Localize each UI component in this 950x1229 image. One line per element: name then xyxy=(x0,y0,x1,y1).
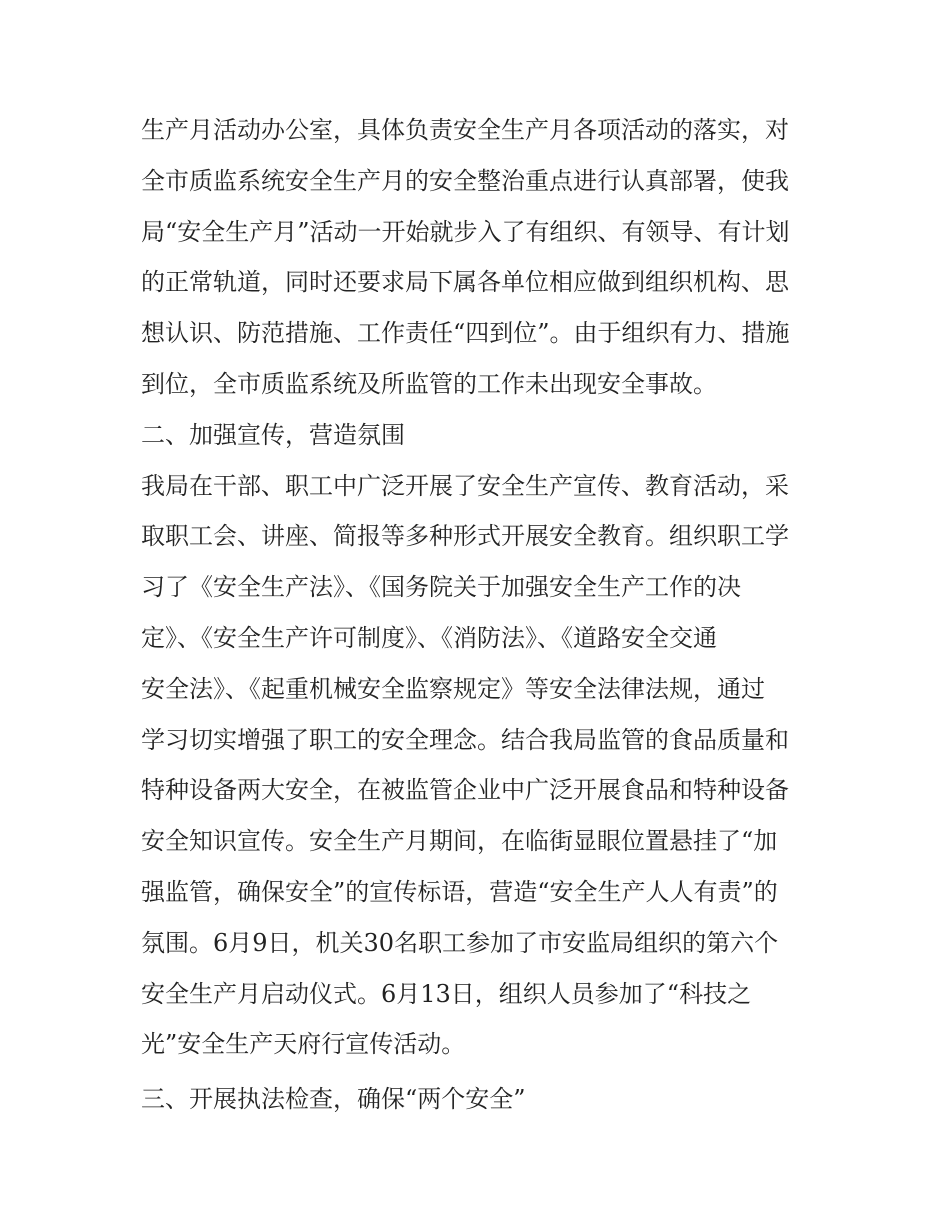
paragraph-line: 安全生产月启动仪式。6月13日，组织人员参加了“科技之 xyxy=(141,979,752,1008)
section-heading: 二、加强宣传，营造氛围 xyxy=(141,420,405,449)
paragraph-line: 氛围。6月9日，机关30名职工参加了市安监局组织的第六个 xyxy=(141,928,779,957)
paragraph-line: 光”安全生产天府行宣传活动。 xyxy=(141,1030,466,1059)
paragraph-line: 到位，全市质监系统及所监管的工作未出现安全事故。 xyxy=(141,369,717,398)
paragraph-line: 强监管，确保安全”的宣传标语，营造“安全生产人人有责”的 xyxy=(141,877,778,906)
paragraph-line: 的正常轨道，同时还要求局下属各单位相应做到组织机构、思 xyxy=(141,268,789,297)
paragraph-line: 学习切实增强了职工的安全理念。结合我局监管的食品质量和 xyxy=(141,725,789,754)
document-body xyxy=(141,113,821,1133)
paragraph-line: 取职工会、讲座、简报等多种形式开展安全教育。组织职工学 xyxy=(141,522,789,551)
paragraph-line: 特种设备两大安全，在被监管企业中广泛开展食品和特种设备 xyxy=(141,776,789,805)
paragraph-line: 定》、《安全生产许可制度》、《消防法》、《道路安全交通 xyxy=(141,623,717,652)
paragraph-line: 全市质监系统安全生产月的安全整治重点进行认真部署，使我 xyxy=(141,166,789,195)
paragraph-line: 生产月活动办公室，具体负责安全生产月各项活动的落实，对 xyxy=(141,116,789,144)
paragraph-line: 局“安全生产月”活动一开始就步入了有组织、有领导、有计划 xyxy=(141,217,790,246)
section-heading: 三、开展执法检查，确保“两个安全” xyxy=(141,1085,526,1114)
paragraph-line: 安全法》、《起重机械安全监察规定》等安全法律法规，通过 xyxy=(141,674,765,703)
paragraph-line: 安全知识宣传。安全生产月期间，在临街显眼位置悬挂了“加 xyxy=(141,827,778,856)
paragraph-line: 我局在干部、职工中广泛开展了安全生产宣传、教育活动，采 xyxy=(141,471,789,500)
paragraph-line: 习了《安全生产法》、《国务院关于加强安全生产工作的决 xyxy=(141,573,741,602)
paragraph-line: 想认识、防范措施、工作责任“四到位”。由于组织有力、措施 xyxy=(141,319,790,348)
